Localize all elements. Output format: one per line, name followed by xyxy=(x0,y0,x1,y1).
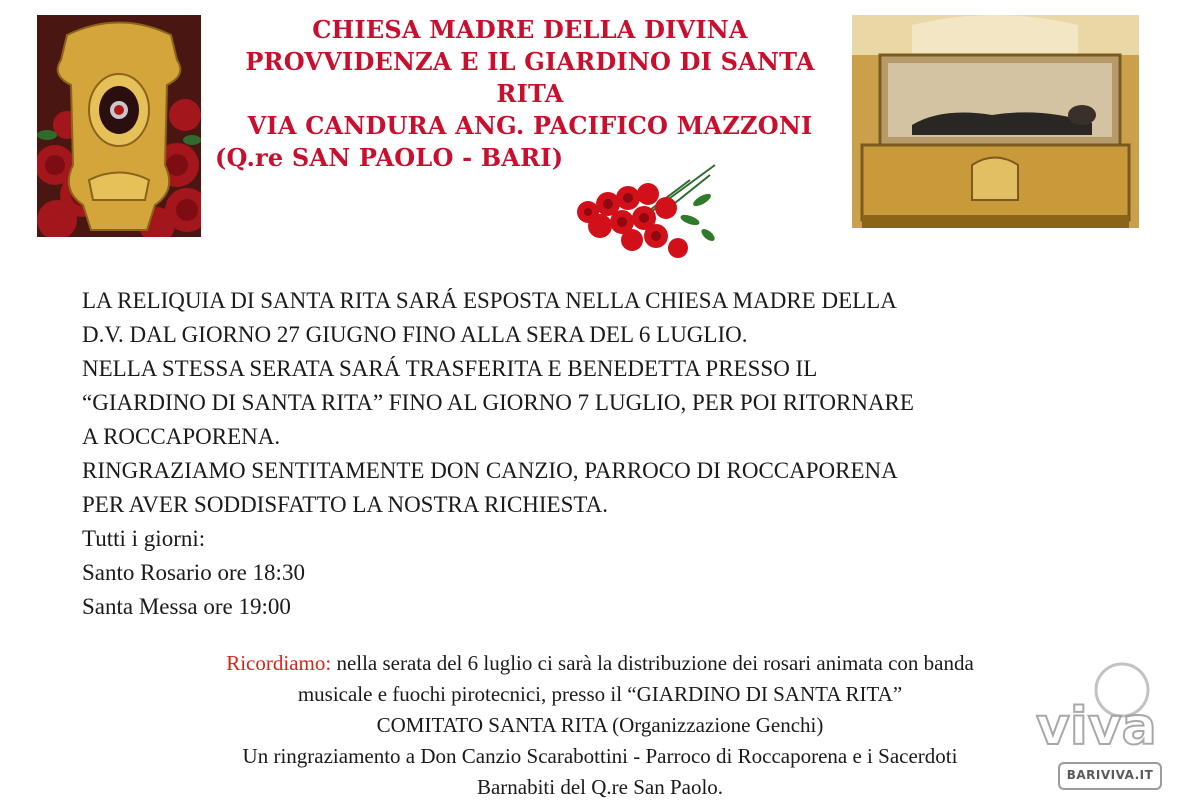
viva-logo-text: viva xyxy=(1036,697,1157,757)
reliquary-photo xyxy=(37,15,201,237)
body-line-7: PER AVER SODDISFATTO LA NOSTRA RICHIESTA. xyxy=(82,492,608,517)
footer-line-1 xyxy=(60,648,1140,679)
body-line-1: LA RELIQUIA DI SANTA RITA SARÁ ESPOSTA NELLA CHIESA MADRE DELLA xyxy=(82,288,897,313)
remember-label: Ricordiamo: xyxy=(226,651,332,675)
header-line-2: PROVVIDENZA E IL GIARDINO DI SANTA xyxy=(245,47,815,76)
church-header xyxy=(200,14,860,174)
remember-text: nella serata del 6 luglio ci sarà la distribuzione dei rosari animata con banda xyxy=(331,651,974,675)
announcement-body xyxy=(82,284,1112,624)
body-line-6: RINGRAZIAMO SENTITAMENTE DON CANZIO, PARROCO DI ROCCAPORENA xyxy=(82,458,898,483)
viva-watermark xyxy=(1030,648,1170,778)
header-line-1: CHIESA MADRE DELLA DIVINA xyxy=(312,15,748,44)
schedule-heading: Tutti i giorni: xyxy=(82,526,206,551)
footer-line-5: Barnabiti del Q.re San Paolo. xyxy=(476,775,724,799)
header-line-4: VIA CANDURA ANG. PACIFICO MAZZONI xyxy=(247,111,813,140)
body-line-2: D.V. DAL GIORNO 27 GIUGNO FINO ALLA SERA DEL 6 LUGLIO. xyxy=(82,322,748,347)
body-line-5: A ROCCAPORENA. xyxy=(82,424,281,449)
body-line-3: NELLA STESSA SERATA SARÁ TRASFERITA E BENEDETTA PRESSO IL xyxy=(82,356,818,381)
header-line-5: (Q.re SAN PAOLO - BARI) xyxy=(215,143,564,172)
red-roses-bouquet-icon xyxy=(570,160,720,260)
viva-logo-icon xyxy=(1030,648,1170,778)
saint-urn-photo-icon xyxy=(852,15,1139,228)
schedule-mass: Santa Messa ore 19:00 xyxy=(82,594,291,619)
body-line-4: “GIARDINO DI SANTA RITA” FINO AL GIORNO 7 LUGLIO, PER POI RITORNARE xyxy=(82,390,914,415)
reliquary-photo-icon xyxy=(37,15,201,237)
bariviva-badge: BARIVIVA.IT xyxy=(1058,762,1162,790)
saint-urn-photo xyxy=(852,15,1139,228)
footer-line-4: Un ringraziamento a Don Canzio Scarabottini - Parroco di Roccaporena e i Sacerdoti xyxy=(242,744,958,768)
schedule-rosary: Santo Rosario ore 18:30 xyxy=(82,560,305,585)
schedule xyxy=(82,522,1112,624)
header-line-3: RITA xyxy=(496,79,564,108)
footer-line-3: COMITATO SANTA RITA (Organizzazione Genchi) xyxy=(376,713,824,737)
footer-line-2: musicale e fuochi pirotecnici, presso il “GIARDINO DI SANTA RITA” xyxy=(297,682,903,706)
announcement-footer xyxy=(60,648,1140,803)
red-roses-image xyxy=(570,160,720,260)
